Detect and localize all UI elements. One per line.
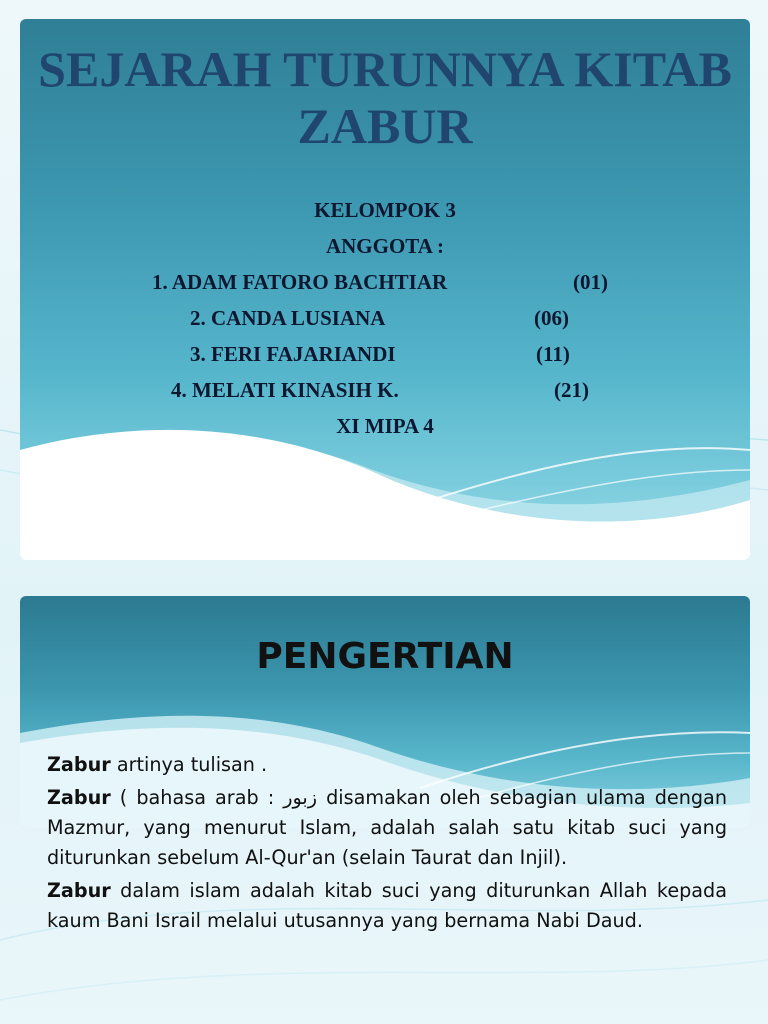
group-label: KELOMPOK 3 [314,198,456,222]
member-name: 1. ADAM FATORO BACHTIAR [152,270,448,294]
presentation-title [20,41,750,155]
paragraph [47,750,727,780]
title-slide [20,19,750,560]
keyword: Zabur [47,879,111,902]
member-name: 2. CANDA LUSIANA [190,306,386,330]
member-number: (06) [534,306,569,330]
member-number: (01) [573,270,608,294]
paragraph-text: artinya tulisan . [110,753,268,776]
keyword: Zabur [47,786,111,809]
title-line-1: SEJARAH TURUNNYA KITAB [38,41,732,97]
paragraph [47,783,727,873]
paragraph [47,876,727,936]
paragraph-text: dalam islam adalah kitab suci yang diturunkan Allah kepada kaum Bani Israil melalui utusannya yang bernama Nabi Daud. [47,879,727,932]
wave-decoration [20,420,750,560]
paragraph-text: ( bahasa arab : زبور disamakan oleh sebagian ulama dengan Mazmur, yang menurut Islam, adalah salah satu kitab suci yang diturunkan sebelum Al-Qur'an (selain Taurat dan Injil). [47,786,727,869]
keyword: Zabur [47,753,111,776]
title-line-2: ZABUR [297,98,473,154]
member-name: 3. FERI FAJARIANDI [190,342,396,366]
member-name: 4. MELATI KINASIH K. [171,378,399,402]
class-label: XI MIPA 4 [336,414,434,438]
members-heading: ANGGOTA : [325,234,445,258]
member-number: (21) [554,378,589,402]
definition-body [47,750,727,939]
section-title: PENGERTIAN [256,636,514,677]
member-number: (11) [536,342,570,366]
